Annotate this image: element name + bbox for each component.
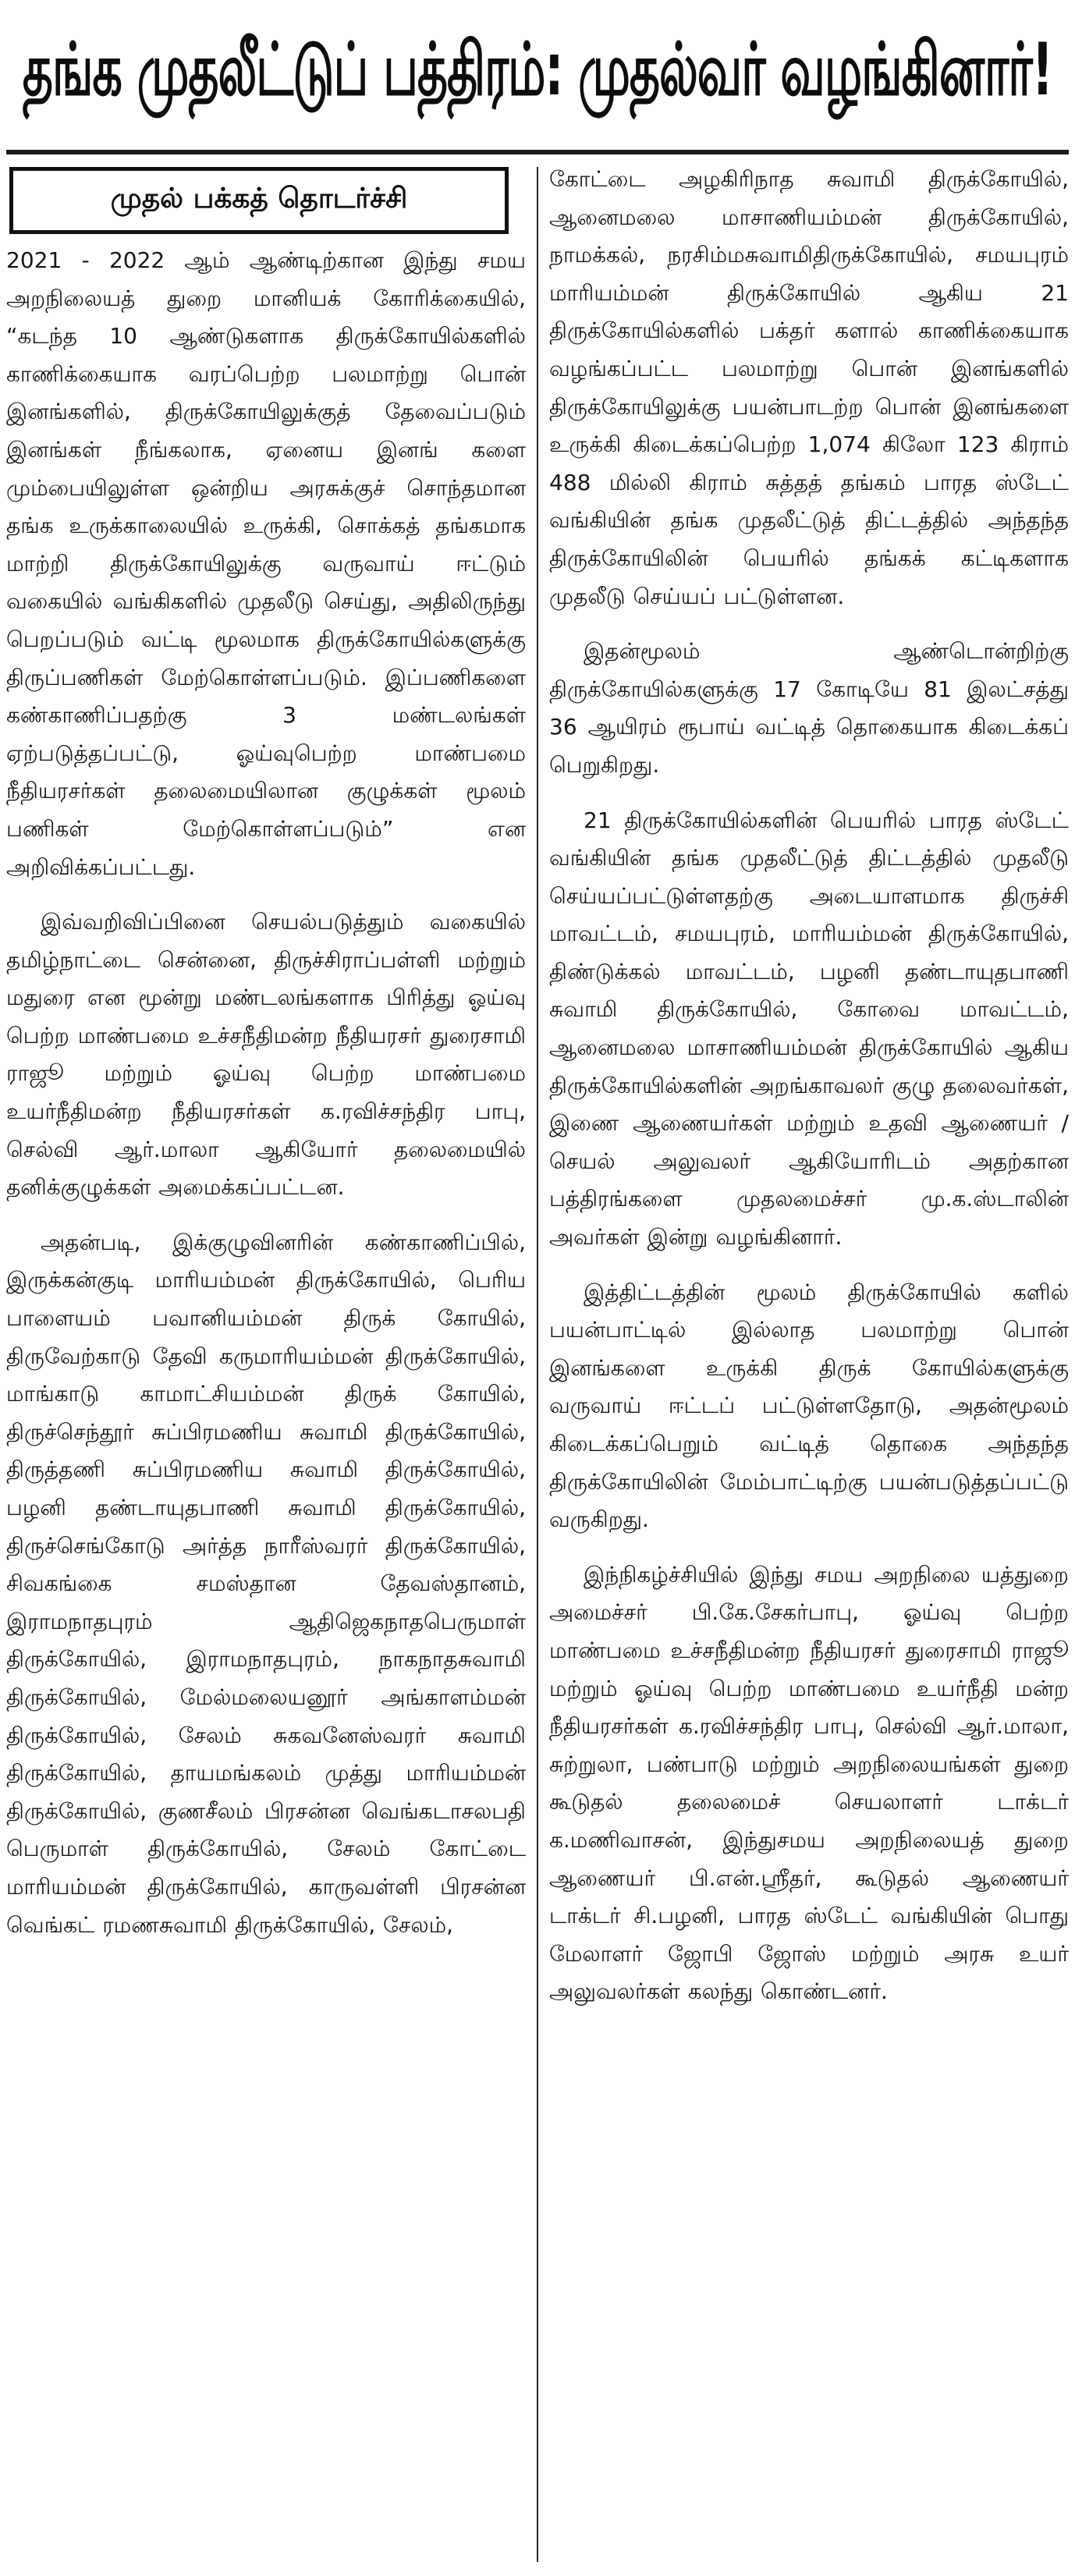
headline: தங்க முதலீட்டுப் பத்திரம்: முதல்வர் வழங்கினார்!: [22, 27, 1053, 113]
article-paragraph: 2021 - 2022 ஆம் ஆண்டிற்கான இந்து சமய அறநிலையத் துறை மானியக் கோரிக்கையில், “கடந்த 10 ஆண்டுகளாக திருக்கோயில்களில் காணிக்கையாக வரப்பெற்ற பலமாற்று பொன் இனங்களில், திருக்கோயிலுக்குத் தேவைப்படும் இனங்கள் நீங்கலாக, ஏனைய இனங் களை மும்பையிலுள்ள ஒன்றிய அரசுக்குச் சொந்தமான தங்க உருக்காலையில் உருக்கி, சொக்கத் தங்கமாக மாற்றி திருக்கோயிலுக்கு வருவாய் ஈட்டும் வகையில் வங்கிகளில் முதலீடு செய்து, அதிலிருந்து பெறப்படும் வட்டி மூலமாக திருக்கோயில்களுக்கு திருப்பணிகள் மேற்கொள்ளப்படும். இப்பணிகளை கண்காணிப்பதற்கு 3 மண்டலங்கள் ஏற்படுத்தப்பட்டு, ஓய்வுபெற்ற மாண்பமை நீதியரசர்கள் தலைமையிலான குழுக்கள் மூலம் பணிகள் மேற்கொள்ளப்படும்” என அறிவிக்கப்பட்டது.: [6, 247, 526, 880]
headline-rule: [6, 150, 1069, 154]
article-paragraph: இத்திட்டத்தின் மூலம் திருக்கோயில் களில் பயன்பாட்டில் இல்லாத பலமாற்று பொன் இனங்களை உருக்கி திருக் கோயில்களுக்கு வருவாய் ஈட்டப் பட்டுள்ளதோடு, அதன்மூலம் கிடைக்கப்பெறும் வட்டித் தொகை அந்தந்த திருக்கோயிலின் மேம்பாட்டிற்கு பயன்படுத்தப்பட்டு வருகிறது.: [549, 1279, 1069, 1533]
article-paragraph: கோட்டை அழகிரிநாத சுவாமி திருக்கோயில், ஆனைமலை மாசாணியம்மன் திருக்கோயில், நாமக்கல், நரசிம்மசுவாமிதிருக்கோயில், சமயபுரம் மாரியம்மன் திருக்கோயில் ஆகிய 21 திருக்கோயில்களில் பக்தர் களால் காணிக்கையாக வழங்கப்பட்ட பலமாற்று பொன் இனங்களில் திருக்கோயிலுக்கு பயன்பாடற்ற பொன் இனங்களை உருக்கி கிடைக்கப்பெற்ற 1,074 கிலோ 123 கிராம் 488 மில்லி கிராம் சுத்தத் தங்கம் பாரத ஸ்டேட் வங்கியின் தங்க முதலீட்டுத் திட்டத்தில் அந்தந்த திருக்கோயிலின் பெயரில் தங்கக் கட்டிகளாக முதலீடு செய்யப் பட்டுள்ளன.: [549, 166, 1069, 609]
article-paragraph: 21 திருக்கோயில்களின் பெயரில் பாரத ஸ்டேட் வங்கியின் தங்க முதலீட்டுத் திட்டத்தில் முதலீடு செய்யப்பட்டுள்ளதற்கு அடையாளமாக திருச்சி மாவட்டம், சமயபுரம், மாரியம்மன் திருக்கோயில், திண்டுக்கல் மாவட்டம், பழனி தண்டாயுதபாணி சுவாமி திருக்கோயில், கோவை மாவட்டம், ஆனைமலை மாசாணியம்மன் திருக்கோயில் ஆகிய திருக்கோயில்களின் அறங்காவலர் குழு தலைவர்கள், இணை ஆணையர்கள் மற்றும் உதவி ஆணையர் / செயல் அலுவலர் ஆகியோரிடம் அதற்கான பத்திரங்களை முதலமைச்சர் மு.க.ஸ்டாலின் அவர்கள் இன்று வழங்கினார்.: [549, 807, 1069, 1251]
continued-from-front-page-label: முதல் பக்கத் தொடர்ச்சி: [9, 167, 509, 234]
article-paragraph: இவ்வறிவிப்பினை செயல்படுத்தும் வகையில் தமிழ்நாட்டை சென்னை, திருச்சிராப்பள்ளி மற்றும் மதுரை என மூன்று மண்டலங்களாக பிரித்து ஓய்வு பெற்ற மாண்பமை உச்சநீதிமன்ற நீதியரசர் துரைசாமி ராஜூ மற்றும் ஓய்வு பெற்ற மாண்பமை உயர்நீதிமன்ற நீதியரசர்கள் க.ரவிச்சந்திர பாபு, செல்வி ஆர்.மாலா ஆகியோர் தலைமையில் தனிக்குழுக்கள் அமைக்கப்பட்டன.: [6, 909, 526, 1201]
left-column: [6, 161, 526, 1944]
article-paragraph: இதன்மூலம் ஆண்டொன்றிற்கு திருக்கோயில்களுக்கு 17 கோடியே 81 இலட்சத்து 36 ஆயிரம் ரூபாய் வட்டித் தொகையாக கிடைக்கப் பெறுகிறது.: [549, 638, 1069, 778]
article-paragraph: அதன்படி, இக்குழுவினரின் கண்காணிப்பில், இருக்கன்குடி மாரியம்மன் திருக்கோயில், பெரிய பாளையம் பவானியம்மன் திருக் கோயில், திருவேற்காடு தேவி கருமாரியம்மன் திருக்கோயில், மாங்காடு காமாட்சியம்மன் திருக் கோயில், திருச்செந்தூர் சுப்பிரமணிய சுவாமி திருக்கோயில், திருத்தணி சுப்பிரமணிய சுவாமி திருக்கோயில், பழனி தண்டாயுதபாணி சுவாமி திருக்கோயில், திருச்செங்கோடு அர்த்த நாரீஸ்வரர் திருக்கோயில், சிவகங்கை சமஸ்தான தேவஸ்தானம், இராமநாதபுரம் ஆதிஜெகநாதபெருமாள் திருக்கோயில், இராமநாதபுரம், நாகநாதசுவாமி திருக்கோயில், மேல்மலையனூர் அங்காளம்மன் திருக்கோயில், சேலம் சுகவனேஸ்வரர் சுவாமி திருக்கோயில், தாயமங்கலம் முத்து மாரியம்மன் திருக்கோயில், குணசீலம் பிரசன்ன வெங்கடாசலபதி பெருமாள் திருக்கோயில், சேலம் கோட்டை மாரியம்மன் திருக்கோயில், காருவள்ளி பிரசன்ன வெங்கட் ரமணசுவாமி திருக்கோயில், சேலம்,: [6, 1229, 526, 1938]
right-column: [549, 161, 1069, 2011]
article-paragraph: இந்நிகழ்ச்சியில் இந்து சமய அறநிலை யத்துறை அமைச்சர் பி.கே.சேகர்பாபு, ஓய்வு பெற்ற மாண்பமை உச்சநீதிமன்ற நீதியரசர் துரைசாமி ராஜூ மற்றும் ஓய்வு பெற்ற மாண்பமை உயர்நீதி மன்ற நீதியரசர்கள் க.ரவிச்சந்திர பாபு, செல்வி ஆர்.மாலா, சுற்றுலா, பண்பாடு மற்றும் அறநிலையங்கள் துறை கூடுதல் தலைமைச் செயலாளர் டாக்டர் க.மணிவாசன், இந்துசமய அறநிலையத் துறை ஆணையர் பி.என்.ஸ்ரீதர், கூடுதல் ஆணையர் டாக்டர் சி.பழனி, பாரத ஸ்டேட் வங்கியின் பொது மேலாளர் ஜோபி ஜோஸ் மற்றும் அரசு உயர் அலுவலர்கள் கலந்து கொண்டனர்.: [549, 1561, 1069, 2005]
column-divider: [537, 167, 538, 2562]
